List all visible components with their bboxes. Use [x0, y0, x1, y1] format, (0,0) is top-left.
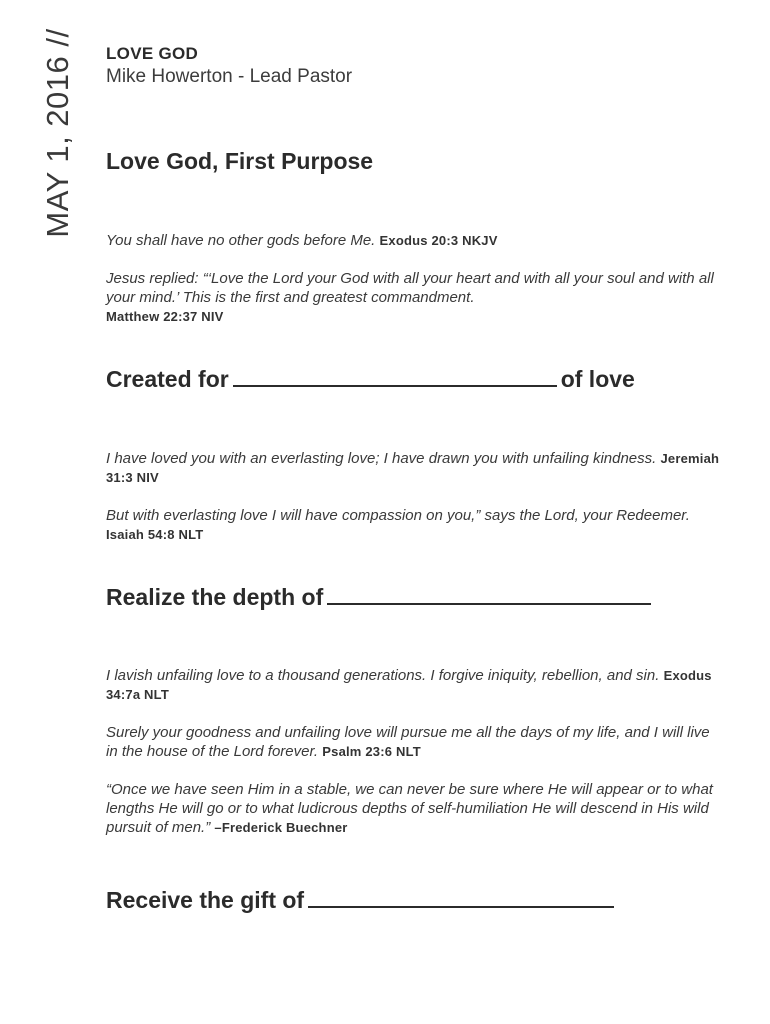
verse: [106, 666, 721, 704]
fill-in-blank[interactable]: [308, 905, 614, 908]
heading-text: Receive the gift of: [106, 887, 305, 913]
verse-reference: Exodus 34:7a NLT: [106, 668, 712, 702]
verse-text: Surely your goodness and unfailing love will pursue me all the days of my life, and I will live in the house of the Lord forever.: [106, 724, 710, 760]
quote: [106, 780, 721, 837]
verse-text: Jesus replied: “‘Love the Lord your God with all your heart and with all your soul and with all your mind.’ This is the first and greatest commandment.: [106, 270, 714, 306]
verse-reference: Psalm 23:6 NLT: [322, 744, 421, 759]
fill-in-blank[interactable]: [327, 602, 651, 605]
verse: [106, 449, 721, 487]
verse-reference: Jeremiah 31:3 NIV: [106, 451, 720, 485]
heading-text: Created for: [106, 366, 229, 392]
section-heading-realize: [106, 584, 655, 611]
verse-reference: Isaiah 54:8 NLT: [106, 527, 204, 542]
section-heading-receive: [106, 887, 618, 914]
verse-reference: Matthew 22:37 NIV: [106, 309, 224, 324]
sermon-date-text: MAY 1, 2016 //: [40, 28, 75, 238]
verse-text: You shall have no other gods before Me.: [106, 232, 376, 249]
verse-text: But with everlasting love I will have compassion on you,” says the Lord, your Redeemer.: [106, 507, 690, 524]
fill-in-blank[interactable]: [233, 384, 557, 387]
pastor-name: Mike Howerton - Lead Pastor: [106, 66, 353, 87]
verse-reference: Exodus 20:3 NKJV: [379, 233, 498, 248]
section-heading-created: [106, 366, 635, 393]
verse: [106, 506, 721, 544]
verse: [106, 231, 721, 250]
quote-author: –Frederick Buechner: [214, 820, 348, 835]
heading-text: Realize the depth of: [106, 584, 324, 610]
verse: [106, 269, 721, 326]
series-title: LOVE GOD: [106, 44, 199, 63]
page-title: Love God, First Purpose: [106, 148, 374, 174]
verse-text: I have loved you with an everlasting love; I have drawn you with unfailing kindness.: [106, 450, 657, 467]
verse-text: I lavish unfailing love to a thousand generations. I forgive iniquity, rebellion, and sin.: [106, 667, 660, 684]
quote-text: “Once we have seen Him in a stable, we can never be sure where He will appear or to what lengths He will go or to what ludicrous depths of self-humiliation He will descend in His wild pursuit of men.”: [106, 781, 713, 836]
heading-text: of love: [560, 366, 635, 392]
verse: [106, 723, 721, 761]
sermon-date: [18, 28, 98, 238]
